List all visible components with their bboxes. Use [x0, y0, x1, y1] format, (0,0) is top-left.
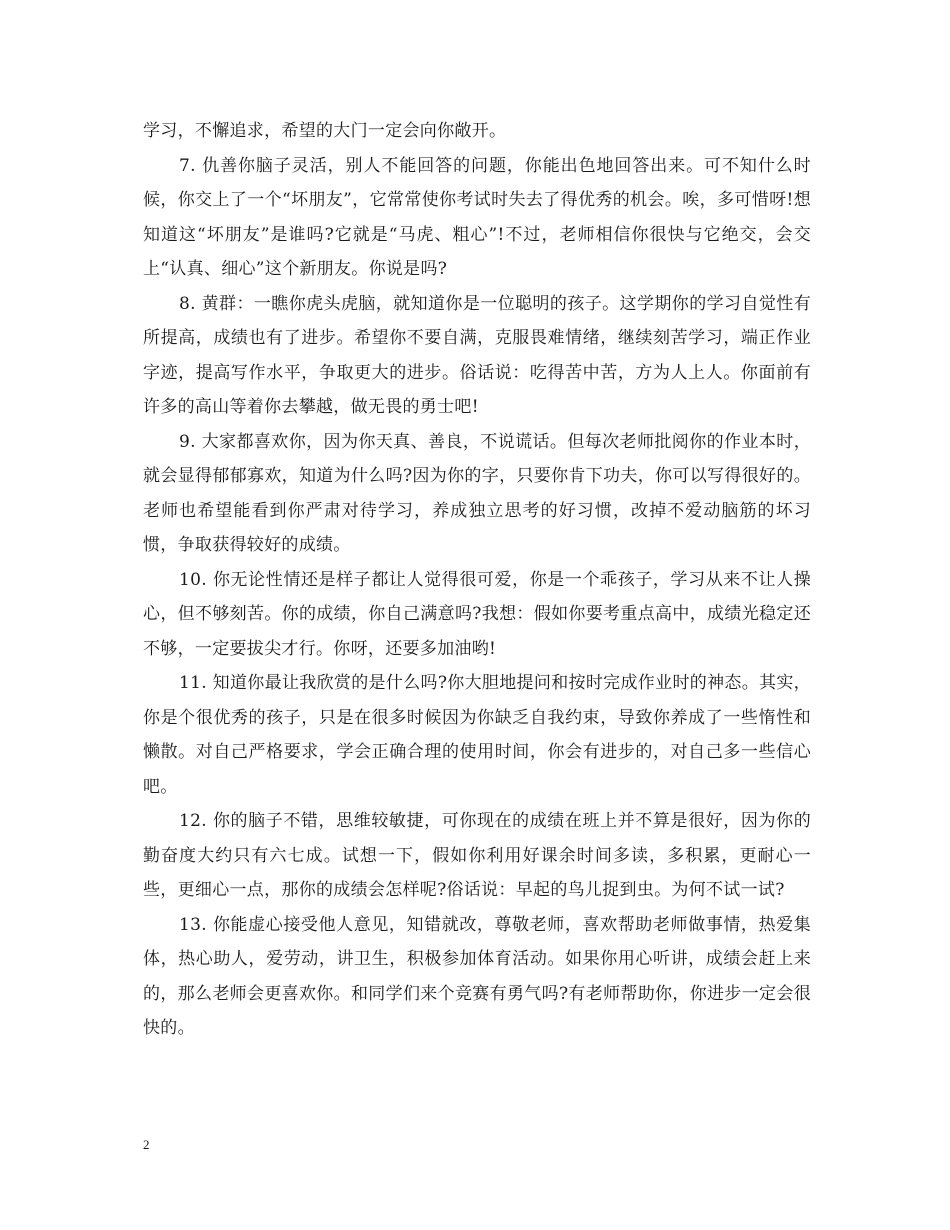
paragraph-comment-13: 13. 你能虚心接受他人意见，知错就改，尊敬老师，喜欢帮助老师做事情，热爱集体，热心助人，爱劳动，讲卫生，积极参加体育活动。如果你用心听讲，成绩会赶上来的，那么老师会更喜欢你。和同学们来个竞赛有勇气吗?有老师帮助你，你进步一定会很快的。: [143, 914, 811, 1038]
paragraph-comment-9: 9. 大家都喜欢你，因为你天真、善良，不说谎话。但每次老师批阅你的作业本时，就会显得郁郁寡欢，知道为什么吗?因为你的字，只要你肯下功夫，你可以写得很好的。老师也希望能看到你严肃对待学习，养成独立思考的好习惯，改掉不爱动脑筋的坏习惯，争取获得较好的成绩。: [143, 431, 811, 555]
page-number: 2: [143, 1137, 150, 1152]
paragraph-comment-7: 7. 仇善你脑子灵活，别人不能回答的问题，你能出色地回答出来。可不知什么时候，你交上了一个“坏朋友”，它常常使你考试时失去了得优秀的机会。唉，多可惜呀!想知道这“坏朋友”是谁吗?它就是“马虎、粗心”!不过，老师相信你很快与它绝交，会交上“认真、细心”这个新朋友。你说是吗?: [143, 155, 811, 279]
paragraph-comment-12: 12. 你的脑子不错，思维较敏捷，可你现在的成绩在班上并不算是很好，因为你的勤奋度大约只有六七成。试想一下，假如你利用好课余时间多读，多积累，更耐心一些，更细心一点，那你的成绩会怎样呢?俗话说：早起的鸟儿捉到虫。为何不试一试?: [143, 811, 811, 900]
paragraph-comment-10: 10. 你无论性情还是样子都让人觉得很可爱，你是一个乖孩子，学习从来不让人操心，但不够刻苦。你的成绩，你自己满意吗?我想：假如你要考重点高中，成绩光稳定还不够，一定要拔尖才行。你呀，还要多加油哟!: [143, 569, 811, 659]
paragraph-continuation: 学习，不懈追求，希望的大门一定会向你敞开。: [143, 121, 507, 141]
document-body: [143, 114, 811, 1046]
paragraph-comment-11: 11. 知道你最让我欣赏的是什么吗?你大胆地提问和按时完成作业时的神态。其实，你是个很优秀的孩子，只是在很多时候因为你缺乏自我约束，导致你养成了一些惰性和懒散。对自己严格要求，学会正确合理的使用时间，你会有进步的，对自己多一些信心吧。: [143, 673, 811, 797]
paragraph-comment-8: 8. 黄群：一瞧你虎头虎脑，就知道你是一位聪明的孩子。这学期你的学习自觉性有所提高，成绩也有了进步。希望你不要自满，克服畏难情绪，继续刻苦学习，端正作业字迹，提高写作水平，争取更大的进步。俗话说：吃得苦中苦，方为人上人。你面前有许多的高山等着你去攀越，做无畏的勇士吧!: [143, 293, 811, 417]
